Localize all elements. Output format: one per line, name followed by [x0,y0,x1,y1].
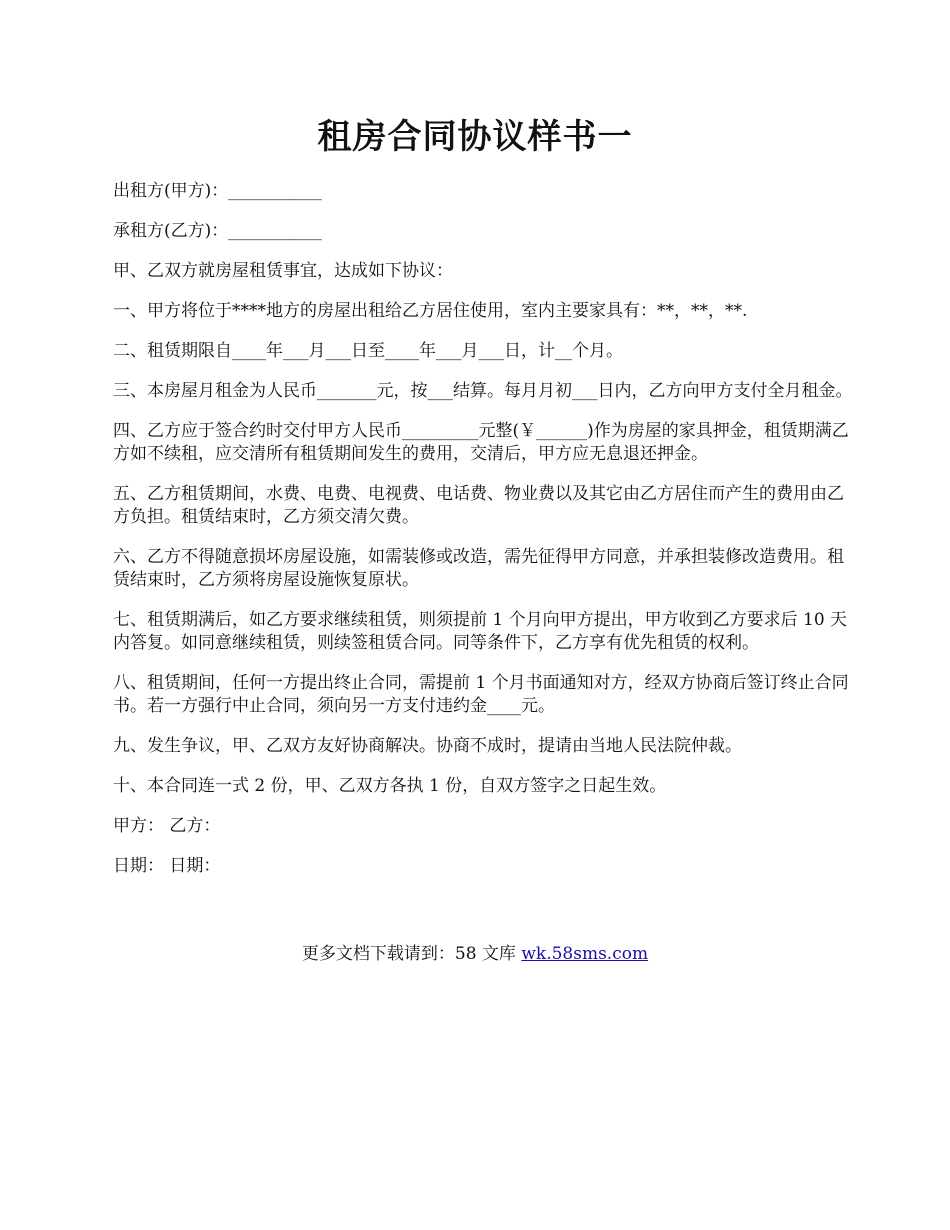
document-body [113,180,853,895]
clause-4: 四、乙方应于签合约时交付甲方人民币_________元整(￥______)作为房屋的家具押金，租赁期满乙方如不续租，应交清所有租赁期间发生的费用，交清后，甲方应无息退还押金。 [113,421,849,464]
clause-5: 五、乙方租赁期间，水费、电费、电视费、电话费、物业费以及其它由乙方居住而产生的费用由乙方负担。租赁结束时，乙方须交清欠费。 [113,484,844,527]
date-line: 日期： 日期： [113,856,221,876]
clause-10: 十、本合同连一式 2 份，甲、乙双方各执 1 份，自双方签字之日起生效。 [113,776,667,796]
download-footer [0,942,950,966]
signature-line: 甲方： 乙方： [113,816,221,836]
footer-prefix: 更多文档下载请到：58 文库 [301,944,522,964]
clause-8: 八、租赁期间，任何一方提出终止合同，需提前 1 个月书面通知对方，经双方协商后签订终止合同书。若一方强行中止合同，须向另一方支付违约金____元。 [113,673,849,716]
lessor-line: 出租方(甲方)：___________ [113,181,322,201]
clause-7: 七、租赁期满后，如乙方要求继续租赁，则须提前 1 个月向甲方提出，甲方收到乙方要求后 10 天内答复。如同意继续租赁，则续签租赁合同。同等条件下，乙方享有优先租赁的权利。 [113,610,848,653]
clause-2: 二、租赁期限自____年___月___日至____年___月___日，计__个月。 [113,341,623,361]
document-title: 租房合同协议样书一 [317,117,633,157]
agreement-intro: 甲、乙双方就房屋租赁事宜，达成如下协议： [113,261,453,281]
clause-1: 一、甲方将位于****地方的房屋出租给乙方居住使用，室内主要家具有：**，**，**. [113,301,748,321]
footer-link[interactable]: wk.58sms.com [521,944,649,964]
clause-6: 六、乙方不得随意损坏房屋设施，如需装修或改造，需先征得甲方同意，并承担装修改造费用。租赁结束时，乙方须将房屋设施恢复原状。 [113,547,844,590]
clause-9: 九、发生争议，甲、乙双方友好协商解决。协商不成时，提请由当地人民法院仲裁。 [113,736,742,756]
clause-3: 三、本房屋月租金为人民币_______元，按___结算。每月月初___日内，乙方向甲方支付全月租金。 [113,381,853,401]
lessee-line: 承租方(乙方)：___________ [113,221,322,241]
